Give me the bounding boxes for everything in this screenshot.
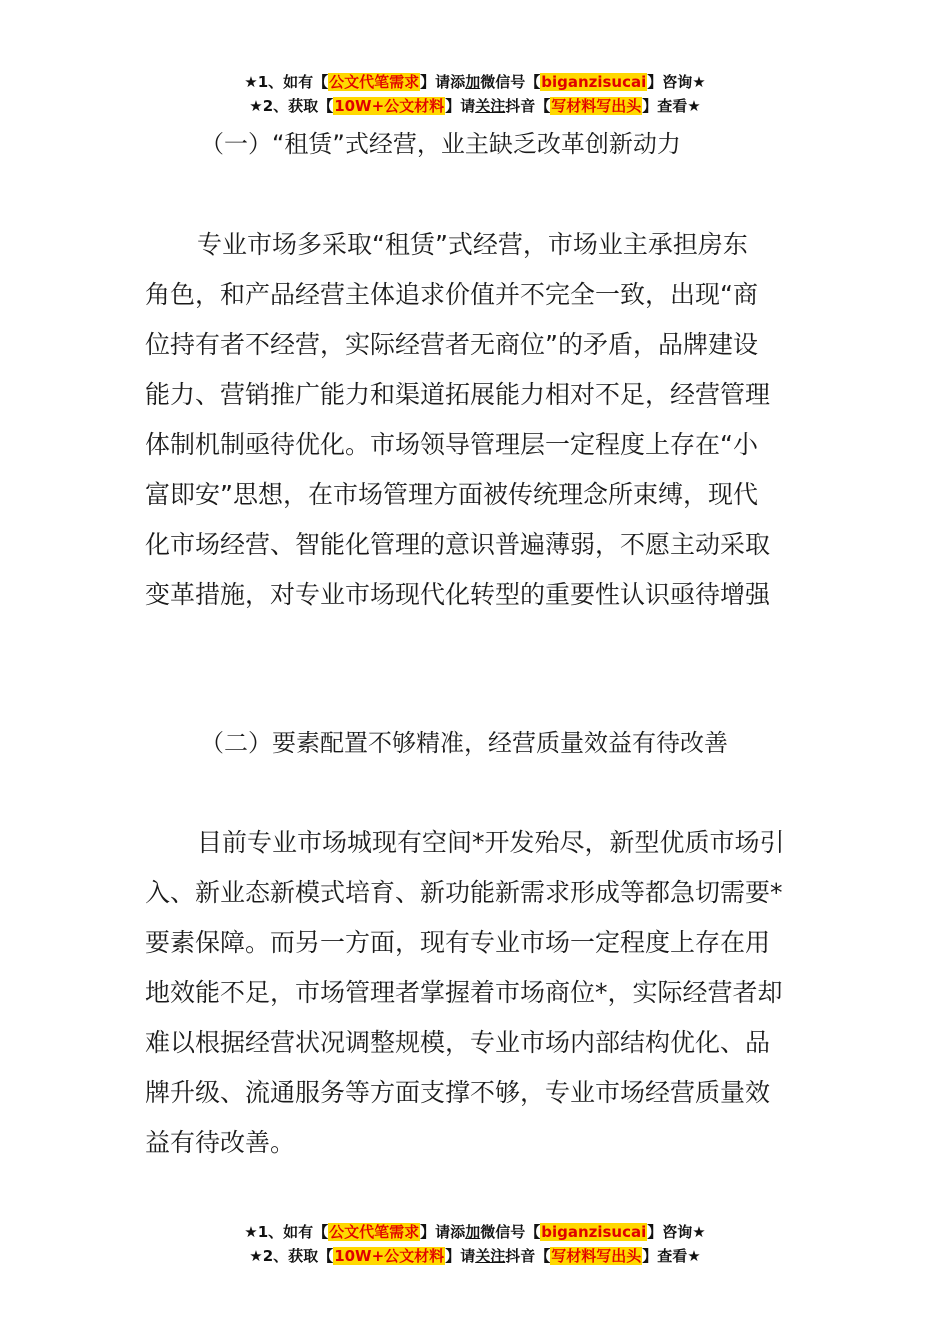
paragraph-line: 入、新业态新模式培育、新功能新需求形成等都急切需要*	[145, 878, 783, 907]
notice-suffix: 】查看★	[642, 1247, 701, 1265]
notice-line-1	[0, 70, 950, 94]
notice-underlined: 关注	[475, 1247, 506, 1265]
paragraph-line: 化市场经营、智能化管理的意识普遍薄弱，不愿主动采取	[145, 530, 771, 559]
paragraph-line: 地效能不足，市场管理者掌握着市场商位*，实际经营者却	[145, 978, 783, 1007]
notice-prefix: ★1、如有【	[244, 73, 329, 91]
notice-text: 抖音【	[505, 1247, 551, 1265]
notice-text: 微信号【	[480, 1223, 541, 1241]
notice-highlight: 公文代笔需求	[329, 1223, 420, 1241]
notice-highlight: 公文代笔需求	[329, 73, 420, 91]
notice-suffix: 】咨询★	[647, 73, 706, 91]
notice-prefix: ★2、获取【	[249, 1247, 334, 1265]
paragraph-line: 能力、营销推广能力和渠道拓展能力相对不足，经营管理	[145, 380, 771, 409]
paragraph-line: 角色，和产品经营主体追求价值并不完全一致，出现“商	[145, 280, 758, 309]
section-1-heading: （一）“租赁”式经营，业主缺乏改革创新动力	[200, 130, 681, 158]
notice-highlight: 10W+公文材料	[334, 1247, 445, 1265]
section-2-paragraph	[145, 818, 810, 1168]
bottom-notice	[0, 1220, 950, 1268]
notice-suffix: 】查看★	[642, 97, 701, 115]
notice-text: 抖音【	[505, 97, 551, 115]
notice-highlight: 10W+公文材料	[334, 97, 445, 115]
paragraph-line: 位持有者不经营，实际经营者无商位”的矛盾，品牌建设	[145, 330, 758, 359]
notice-line-2	[0, 94, 950, 118]
paragraph-line: 益有待改善。	[145, 1128, 296, 1157]
douyin-account-highlight: 写材料写出头	[551, 1247, 642, 1265]
wechat-id-highlight: biganzisucai	[541, 73, 647, 91]
section-1-paragraph	[145, 220, 810, 620]
notice-prefix: ★1、如有【	[244, 1223, 329, 1241]
notice-line-1	[0, 1220, 950, 1244]
paragraph-line: 牌升级、流通服务等方面支撑不够，专业市场经营质量效	[145, 1078, 771, 1107]
top-notice	[0, 70, 950, 118]
paragraph-line: 要素保障。而另一方面，现有专业市场一定程度上存在用	[145, 928, 771, 957]
notice-text: 】请	[445, 97, 476, 115]
wechat-id-highlight: biganzisucai	[541, 1223, 647, 1241]
notice-text: 】请添	[420, 1223, 466, 1241]
notice-underlined: 加	[465, 73, 481, 91]
notice-text: 】请	[445, 1247, 476, 1265]
section-2-heading: （二）要素配置不够精准，经营质量效益有待改善	[200, 729, 728, 757]
paragraph-line: 体制机制亟待优化。市场领导管理层一定程度上存在“小	[145, 430, 758, 459]
douyin-account-highlight: 写材料写出头	[551, 97, 642, 115]
paragraph-line: 变革措施，对专业市场现代化转型的重要性认识亟待增强	[145, 580, 771, 609]
paragraph-line: 专业市场多采取“租赁”式经营，市场业主承担房东	[197, 230, 748, 259]
notice-text: 微信号【	[480, 73, 541, 91]
paragraph-line: 目前专业市场城现有空间*开发殆尽，新型优质市场引	[197, 828, 785, 857]
notice-text: 】请添	[420, 73, 466, 91]
paragraph-line: 难以根据经营状况调整规模，专业市场内部结构优化、品	[145, 1028, 771, 1057]
notice-underlined: 关注	[475, 97, 506, 115]
notice-prefix: ★2、获取【	[249, 97, 334, 115]
paragraph-line: 富即安”思想，在市场管理方面被传统理念所束缚，现代	[145, 480, 758, 509]
notice-line-2	[0, 1244, 950, 1268]
notice-underlined: 加	[465, 1223, 481, 1241]
notice-suffix: 】咨询★	[647, 1223, 706, 1241]
